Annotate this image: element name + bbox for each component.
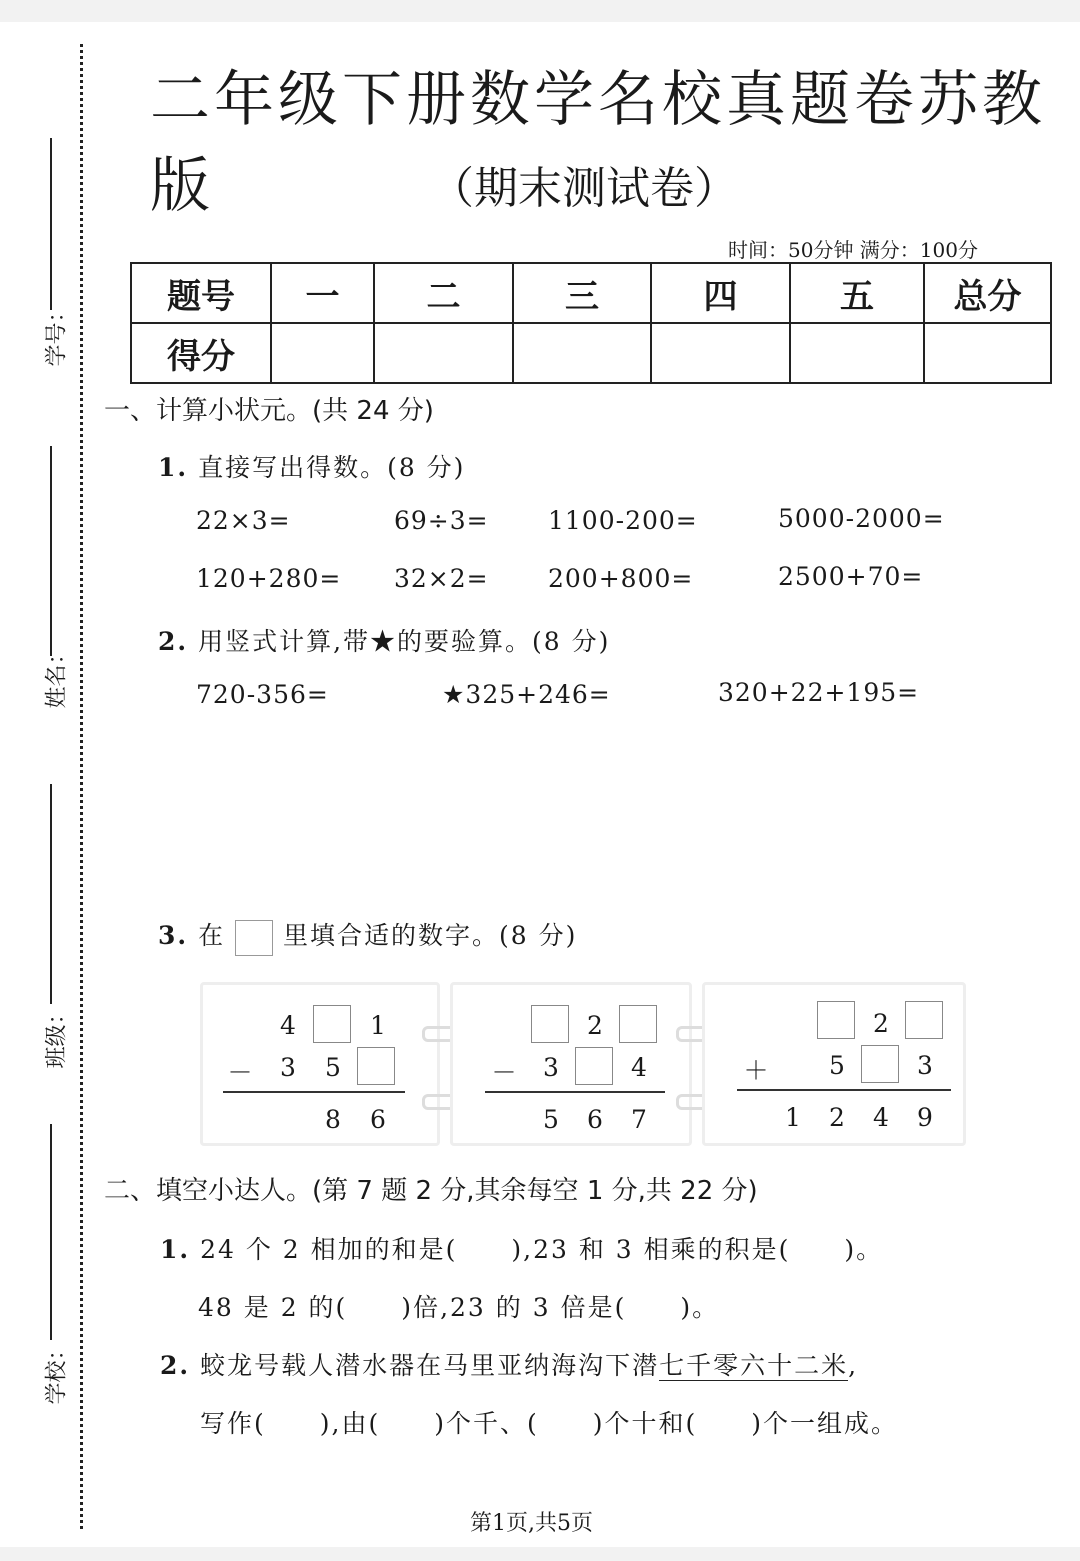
s2-q1-line2: 48 是 2 的( )倍,23 的 3 倍是( )。 — [198, 1293, 720, 1322]
score-table — [130, 262, 1052, 384]
school-line — [50, 1124, 52, 1340]
question-text-pre: 在 — [198, 921, 226, 950]
digit-puzzle-2 — [450, 982, 692, 1146]
score-header-cell: 一 — [271, 263, 374, 323]
vertical-calc-item: 720-356= — [196, 680, 329, 709]
example-box — [235, 920, 273, 956]
digit-blank-box[interactable] — [575, 1047, 613, 1085]
digit: 3 — [543, 1053, 559, 1082]
score-input-cell[interactable] — [513, 323, 651, 383]
page-footer: 第1页,共5页 — [470, 1511, 593, 1536]
score-header-cell: 二 — [374, 263, 513, 323]
digit: 1 — [370, 1011, 386, 1040]
question-text: 直接写出得数。(8 分) — [198, 453, 466, 482]
operator-sign: ＋ — [743, 1056, 769, 1085]
sum-line — [223, 1091, 405, 1093]
operator-sign: － — [491, 1058, 517, 1087]
school-label: 学校： — [44, 1338, 70, 1405]
student-id-line — [50, 138, 52, 310]
name-label: 姓名： — [44, 642, 70, 709]
s2-q2-line2: 写作( ),由( )个千、( )个十和( )个一组成。 — [200, 1409, 898, 1438]
class-label: 班级： — [44, 1002, 70, 1069]
binding-dotted-line — [80, 44, 83, 1529]
s2-q1-line1 — [160, 1230, 883, 1266]
digit-blank-box[interactable] — [861, 1045, 899, 1083]
digit-blank-box[interactable] — [619, 1005, 657, 1043]
score-input-cell[interactable] — [924, 323, 1051, 383]
digit: 2 — [873, 1009, 889, 1038]
calc-item: 200+800= — [548, 564, 694, 593]
vertical-calc-item: 320+22+195= — [718, 678, 920, 707]
question-number: 2. — [160, 1351, 191, 1380]
score-table-score-row — [131, 323, 1051, 383]
score-table-header-row — [131, 263, 1051, 323]
vertical-calc-item: ★325+246= — [442, 680, 611, 709]
question-text-post: 里填合适的数字。(8 分) — [282, 921, 578, 950]
score-header-cell: 四 — [651, 263, 790, 323]
digit: 5 — [325, 1053, 341, 1082]
question-number: 1. — [158, 453, 189, 482]
score-header-cell: 总分 — [924, 263, 1051, 323]
digit: 1 — [785, 1103, 801, 1132]
digit: 6 — [370, 1105, 386, 1134]
digit: 3 — [917, 1051, 933, 1080]
digit: 2 — [829, 1103, 845, 1132]
underlined-text: 七千零六十二米 — [659, 1351, 849, 1380]
digit: 5 — [543, 1105, 559, 1134]
calc-item: 1100-200= — [548, 506, 698, 535]
question-text: 蛟龙号载人潜水器在马里亚纳海沟下潜 — [200, 1351, 660, 1380]
digit: 5 — [829, 1051, 845, 1080]
score-header-cell: 三 — [513, 263, 651, 323]
section1-title: 一、计算小状元。(共 24 分) — [104, 396, 434, 426]
digit: 6 — [587, 1105, 603, 1134]
time-info: 时间：50分钟 满分：100分 — [728, 238, 978, 262]
digit-blank-box[interactable] — [817, 1001, 855, 1039]
score-input-cell[interactable] — [790, 323, 924, 383]
exam-subtitle: （期末测试卷） — [430, 163, 738, 214]
digit: 4 — [873, 1103, 889, 1132]
question-number: 1. — [160, 1235, 191, 1264]
question-text: 24 个 2 相加的和是( ),23 和 3 相乘的积是( )。 — [200, 1235, 884, 1264]
score-row-label: 得分 — [131, 323, 271, 383]
calc-item: 120+280= — [196, 564, 342, 593]
section2-title: 二、填空小达人。(第 7 题 2 分,其余每空 1 分,共 22 分) — [104, 1176, 758, 1206]
digit: 9 — [917, 1103, 933, 1132]
digit: 2 — [587, 1011, 603, 1040]
digit-puzzle-3 — [702, 982, 966, 1146]
digit-blank-box[interactable] — [531, 1005, 569, 1043]
digit-blank-box[interactable] — [905, 1001, 943, 1039]
digit: 8 — [325, 1105, 341, 1134]
score-input-cell[interactable] — [271, 323, 374, 383]
score-input-cell[interactable] — [651, 323, 790, 383]
s2-q2-line1 — [160, 1346, 858, 1382]
question-text: , — [848, 1351, 859, 1380]
calc-item: 5000-2000= — [778, 504, 945, 533]
name-line — [50, 446, 52, 656]
digit: 7 — [631, 1105, 647, 1134]
score-header-cell: 题号 — [131, 263, 271, 323]
question-number: 2. — [158, 627, 189, 656]
digit: 4 — [280, 1011, 296, 1040]
s1-q3 — [158, 916, 577, 956]
calc-item: 2500+70= — [778, 562, 924, 591]
sum-line — [737, 1089, 951, 1091]
digit: 4 — [631, 1053, 647, 1082]
digit: 3 — [280, 1053, 296, 1082]
digit-blank-box[interactable] — [357, 1047, 395, 1085]
operator-sign: － — [227, 1058, 253, 1087]
exam-title: 二年级下册数学名校真题卷苏教版 — [150, 65, 1046, 221]
s1-q1 — [158, 448, 465, 484]
sum-line — [485, 1091, 665, 1093]
student-id-label: 学号： — [44, 300, 70, 367]
digit-blank-box[interactable] — [313, 1005, 351, 1043]
calc-item: 69÷3= — [394, 506, 489, 535]
calc-item: 22×3= — [196, 506, 291, 535]
calc-item: 32×2= — [394, 564, 489, 593]
question-text: 用竖式计算,带★的要验算。(8 分) — [198, 627, 611, 656]
digit-puzzle-1 — [200, 982, 440, 1146]
question-number: 3. — [158, 921, 189, 950]
score-input-cell[interactable] — [374, 323, 513, 383]
class-line — [50, 784, 52, 1004]
s1-q2 — [158, 622, 610, 658]
score-header-cell: 五 — [790, 263, 924, 323]
